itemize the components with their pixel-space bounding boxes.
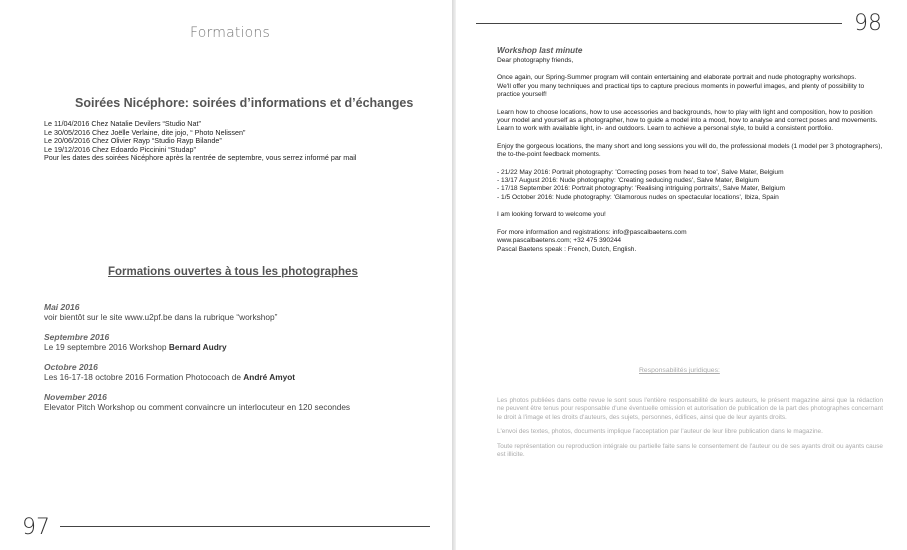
event-month: Septembre 2016	[44, 332, 110, 342]
event-item	[44, 392, 444, 412]
contact-line: www.pascalbaetens.com; +32 475 390244	[497, 237, 622, 245]
legal-notice	[497, 397, 883, 465]
speaker-name: André Amyot	[243, 372, 296, 382]
event-item	[44, 332, 444, 352]
soiree-line: Le 20/06/2016 Chez Olivier Rayp “Studio Rayp Bilande”	[44, 136, 222, 146]
paragraph: Once again, our Spring-Summer program will contain entertaining and elaborate portrait and nude photography workshops.	[497, 74, 857, 82]
soirees-list	[44, 120, 444, 163]
event-description: Le 19 septembre 2016 Workshop Bernard Audry	[44, 342, 227, 352]
event-item	[44, 302, 444, 322]
workshop-heading: Workshop last minute	[497, 46, 583, 55]
footer-rule	[60, 526, 430, 527]
event-month: Mai 2016	[44, 302, 80, 312]
soiree-line: Pour les dates des soirées Nicéphore après la rentrée de septembre, vous serrez informé par mail	[44, 153, 357, 163]
paragraph: Enjoy the gorgeous locations, the many short and long sessions you will do, the professional models (1 model per 3 photographers), the to-the-point feedback moments.	[497, 142, 883, 159]
contact-line: Pascal Baetens speak : French, Dutch, English.	[497, 245, 637, 253]
header-rule	[476, 23, 842, 24]
session-line: - 13/17 August 2016: Nude photography: 'Creating seducing nudes', Salve Mater, Belgium	[497, 177, 760, 185]
soiree-line: Le 30/05/2016 Chez Joëlle Verlaine, dite jojo, “ Photo Nelissen”	[44, 127, 246, 137]
event-description: Elevator Pitch Workshop ou comment convaincre un interlocuteur en 120 secondes	[44, 402, 351, 412]
soiree-line: Le 19/12/2016 Chez Edoardo Piccinini “Studap”	[44, 144, 196, 154]
event-description: Les 16-17-18 octobre 2016 Formation Photocoach de André Amyot	[44, 372, 296, 382]
formations-heading: Formations ouvertes à tous les photographes	[108, 266, 358, 278]
paragraph: We'll offer you many techniques and practical tips to capture precious moments in powerful images, and plenty of possibility to practice yourself!	[497, 82, 865, 99]
legal-heading: Responsabilités juridiques:	[639, 367, 720, 374]
event-item	[44, 362, 444, 382]
paragraph: Learn to work with available light, in- and outdoors. Learn to achieve a personal style, to build a consistent portfolio.	[497, 125, 834, 133]
sessions-list	[497, 169, 887, 203]
left-page	[0, 0, 452, 550]
soirees-heading: Soirées Nicéphore: soirées d’informations et d’échanges	[75, 96, 414, 110]
session-line: - 1/5 October 2016: Nude photography: 'Glamorous nudes on spectacular locations', Ibiza, Spain	[497, 193, 779, 201]
soiree-line: Le 11/04/2016 Chez Natalie Devilers “Studio Nat”	[44, 119, 201, 128]
section-title: Formations	[190, 25, 270, 41]
page-number-right: 98	[854, 11, 882, 36]
right-page	[456, 0, 907, 550]
events-list	[44, 302, 444, 422]
legal-paragraph: Toute représentation ou reproduction intégrale ou partielle faite sans le consentement de l'auteur ou de ses ayants droit ou ayants cause est illicite.	[497, 442, 883, 459]
session-line: - 17/18 September 2016: Portrait photography: 'Realising intriguing portraits', Salve Mater, Belgium	[497, 185, 786, 193]
session-line: - 21/22 May 2016: Portrait photography: 'Correcting poses from head to toe', Salve Mater, Belgium	[497, 168, 784, 176]
speaker-name: Bernard Audry	[168, 342, 227, 352]
event-month: November 2016	[44, 392, 107, 402]
closing: I am looking forward to welcome you!	[497, 211, 606, 219]
contact-block	[497, 229, 887, 254]
workshop-body	[497, 57, 887, 254]
event-month: Octobre 2016	[44, 362, 98, 372]
event-description: voir bientôt sur le site www.u2pf.be dans la rubrique “workshop”	[44, 312, 278, 322]
contact-line: For more information and registrations: info@pascalbaetens.com	[497, 228, 687, 236]
legal-paragraph: L'envoi des textes, photos, documents implique l'acceptation par l'auteur de leur libre publication dans le magazine.	[497, 428, 823, 436]
paragraph: Learn how to choose locations, how to use accessories and backgrounds, how to play with light and composition, how to position your model and yourself as a photographer, how to guide a model into a mood, how to analyse and correct poses and movements.	[497, 108, 878, 125]
page-number-left: 97	[22, 515, 50, 540]
greeting: Dear photography friends,	[497, 57, 574, 64]
legal-paragraph: Les photos publiées dans cette revue le sont sous l'entière responsabilité de leurs auteurs, le présent magazine ainsi que la rédaction ne peuvent être tenus pour responsable d'une éventuelle omission et autorisation de publication de la part des photographes concernant le droit à l'image et les droits d'auteurs, des sujets, personnes, édifices, ainsi que de leur ayants droits.	[497, 397, 883, 421]
